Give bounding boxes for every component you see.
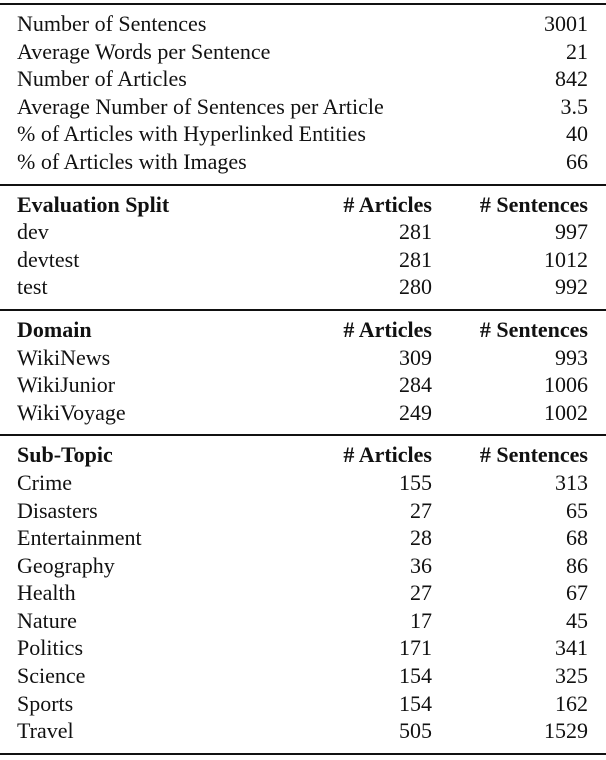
sentences-count: 1529 [544, 718, 588, 744]
sub-topic-section [0, 434, 606, 753]
row-label: Disasters [17, 497, 98, 523]
stat-label: % of Articles with Hyperlinked Entities [17, 121, 366, 147]
sentences-count: 993 [555, 344, 588, 370]
table-row [0, 690, 606, 718]
table-row [0, 497, 606, 525]
row-label: Travel [17, 718, 74, 744]
section-header-row [0, 191, 606, 219]
row-label: Science [17, 663, 86, 689]
summary-row [0, 65, 606, 93]
articles-count: 309 [399, 344, 432, 370]
column-header-category: Domain [17, 316, 92, 342]
row-label: WikiNews [17, 344, 111, 370]
column-header-articles: # Articles [343, 316, 432, 342]
row-label: Sports [17, 690, 74, 716]
articles-count: 281 [399, 219, 432, 245]
table-row [0, 246, 606, 274]
stat-value: 3001 [544, 11, 588, 36]
column-header-articles: # Articles [343, 191, 432, 217]
sentences-count: 86 [566, 552, 588, 578]
articles-count: 280 [399, 274, 432, 300]
articles-count: 281 [399, 246, 432, 272]
column-header-sentences: # Sentences [479, 316, 588, 342]
sentences-count: 67 [566, 580, 588, 606]
row-label: test [17, 274, 48, 300]
stat-label: % of Articles with Images [17, 148, 247, 174]
sentences-count: 1002 [544, 399, 588, 425]
articles-count: 27 [410, 497, 432, 523]
articles-count: 17 [410, 607, 432, 633]
articles-count: 27 [410, 580, 432, 606]
summary-row [0, 38, 606, 66]
table-row [0, 579, 606, 607]
summary-row [0, 10, 606, 38]
articles-count: 154 [399, 690, 432, 716]
row-label: dev [17, 219, 49, 245]
column-header-category: Evaluation Split [17, 191, 170, 217]
table-row [0, 344, 606, 372]
row-label: Politics [17, 635, 84, 661]
column-header-category: Sub-Topic [17, 442, 113, 468]
stat-value: 3.5 [560, 93, 588, 119]
stat-label: Average Number of Sentences per Article [17, 93, 384, 119]
column-header-sentences: # Sentences [479, 442, 588, 468]
table-row [0, 371, 606, 399]
section-header-row [0, 316, 606, 344]
evaluation-split-section [0, 184, 606, 309]
sentences-count: 341 [555, 635, 588, 661]
articles-count: 505 [399, 718, 432, 744]
row-label: WikiVoyage [17, 399, 126, 425]
table-row [0, 607, 606, 635]
table-row [0, 218, 606, 246]
table-row [0, 634, 606, 662]
domain-section [0, 309, 606, 434]
row-label: WikiJunior [17, 372, 116, 398]
dataset-statistics-table [0, 3, 606, 755]
articles-count: 154 [399, 663, 432, 689]
sentences-count: 313 [555, 469, 588, 495]
articles-count: 28 [410, 525, 432, 551]
sentences-count: 65 [566, 497, 588, 523]
column-header-articles: # Articles [343, 442, 432, 468]
stat-label: Average Words per Sentence [17, 38, 271, 64]
table-row [0, 273, 606, 301]
row-label: Geography [17, 552, 115, 578]
sentences-count: 1012 [544, 246, 588, 272]
articles-count: 249 [399, 399, 432, 425]
table-row [0, 524, 606, 552]
column-header-sentences: # Sentences [479, 191, 588, 217]
row-label: Nature [17, 607, 77, 633]
summary-row [0, 148, 606, 176]
sentences-count: 45 [566, 607, 588, 633]
articles-count: 171 [399, 635, 432, 661]
table-row [0, 717, 606, 745]
sentences-count: 68 [566, 525, 588, 551]
section-header-row [0, 441, 606, 469]
stat-label: Number of Articles [17, 66, 187, 92]
articles-count: 36 [410, 552, 432, 578]
table-row [0, 552, 606, 580]
stat-value: 842 [555, 66, 588, 92]
articles-count: 155 [399, 469, 432, 495]
stat-value: 21 [566, 38, 588, 64]
sentences-count: 1006 [544, 372, 588, 398]
summary-section [0, 5, 606, 184]
sentences-count: 325 [555, 663, 588, 689]
sentences-count: 162 [555, 690, 588, 716]
table-row [0, 399, 606, 427]
articles-count: 284 [399, 372, 432, 398]
summary-row [0, 120, 606, 148]
stat-label: Number of Sentences [17, 11, 207, 36]
sentences-count: 997 [555, 219, 588, 245]
summary-row [0, 93, 606, 121]
stat-value: 40 [566, 121, 588, 147]
row-label: devtest [17, 246, 80, 272]
table-row [0, 662, 606, 690]
row-label: Health [17, 580, 76, 606]
sentences-count: 992 [555, 274, 588, 300]
table-row [0, 469, 606, 497]
row-label: Entertainment [17, 525, 142, 551]
stat-value: 66 [566, 148, 588, 174]
row-label: Crime [17, 469, 72, 495]
